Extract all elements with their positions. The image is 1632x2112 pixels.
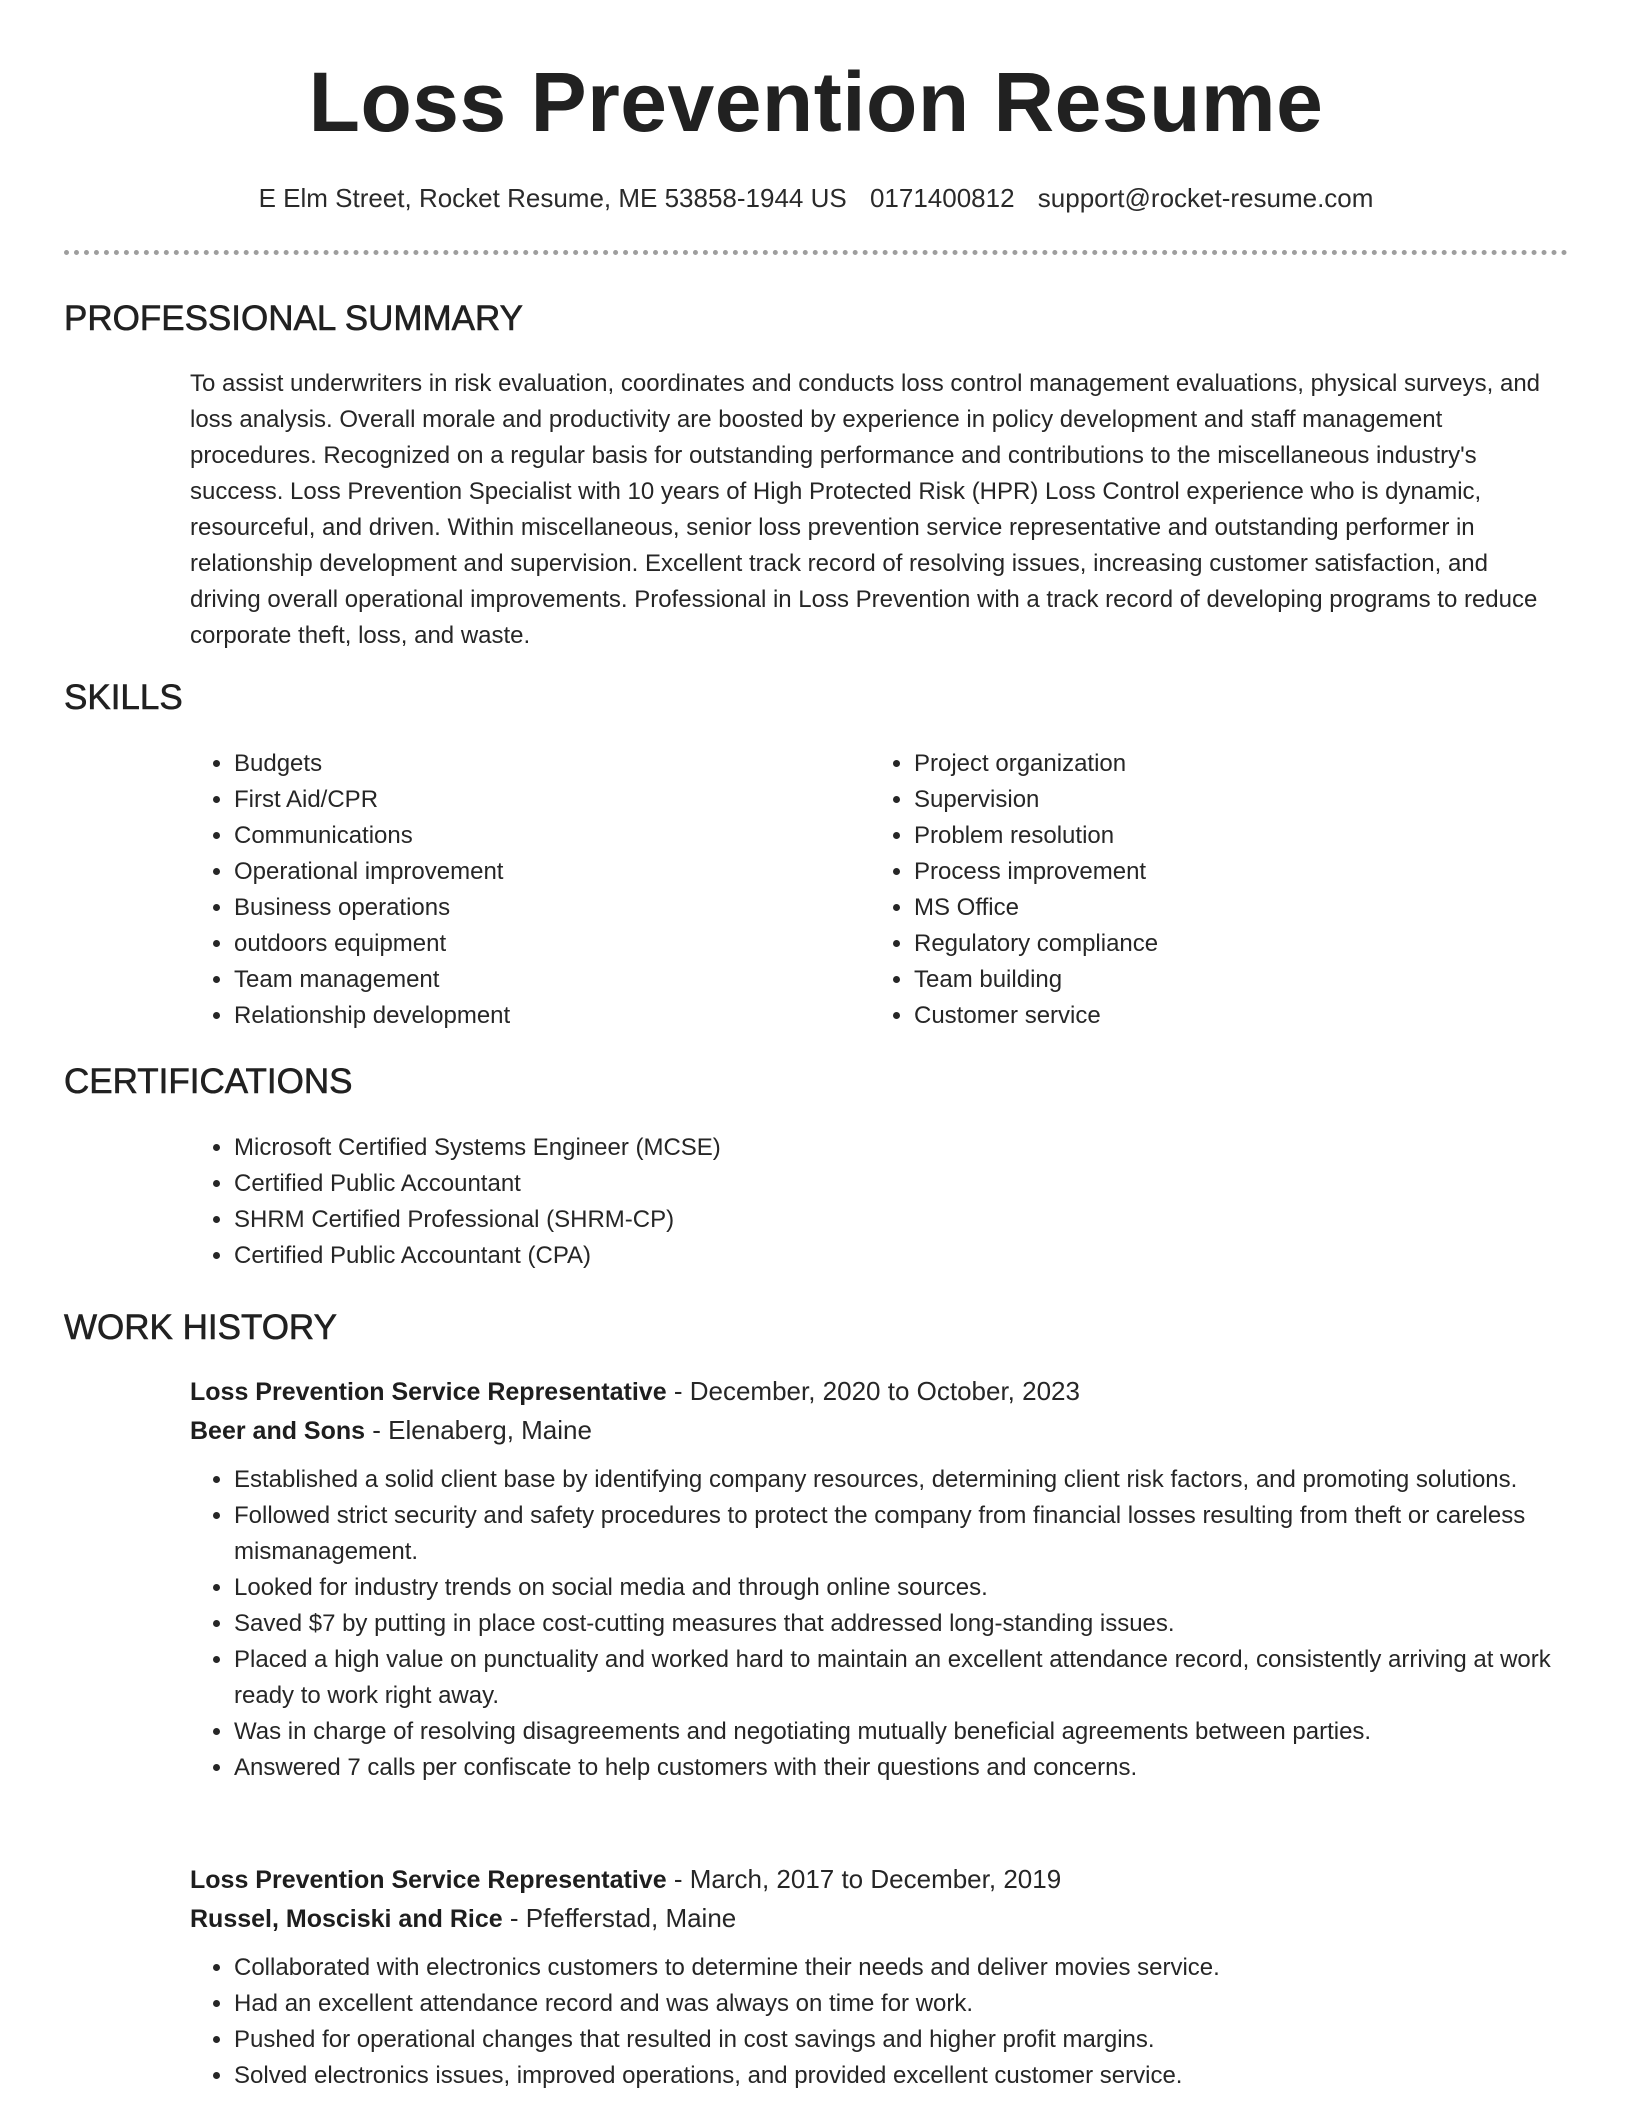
certifications-list (190, 1130, 1434, 1274)
contact-line (0, 182, 1632, 214)
skill-item: • Communications (234, 818, 854, 854)
job-dates: - March, 2017 to December, 2019 (666, 1864, 1062, 1894)
job-bullet: • Saved $7 by putting in place cost-cutting measures that addressed long-standing issues. (234, 1606, 1570, 1642)
job-dates: - December, 2020 to October, 2023 (666, 1376, 1080, 1406)
skill-item: • Relationship development (234, 998, 854, 1034)
summary-heading: PROFESSIONAL SUMMARY (64, 299, 523, 338)
skill-item: • Process improvement (914, 854, 1534, 890)
job-company: Beer and Sons (190, 1417, 366, 1445)
certification-item: • Microsoft Certified Systems Engineer (MCSE) (234, 1130, 1434, 1166)
skill-item: • outdoors equipment (234, 926, 854, 962)
contact-address: E Elm Street, Rocket Resume, ME 53858-1944 US (258, 183, 847, 213)
job-entry (190, 1372, 1570, 1786)
job-location: - Elenaberg, Maine (365, 1415, 592, 1445)
job-bullet: • Looked for industry trends on social media and through online sources. (234, 1570, 1570, 1606)
resume-title: Loss Prevention Resume (308, 55, 1324, 149)
certification-item: • Certified Public Accountant (234, 1166, 1434, 1202)
job-bullet: • Was in charge of resolving disagreements and negotiating mutually beneficial agreements between parties. (234, 1714, 1570, 1750)
skill-item: • Business operations (234, 890, 854, 926)
job-role: Loss Prevention Service Representative (190, 1866, 667, 1894)
job-entry (190, 1860, 1570, 2094)
skills-list-right (870, 746, 1534, 1034)
skill-item: • Team building (914, 962, 1534, 998)
certification-item: • SHRM Certified Professional (SHRM-CP) (234, 1202, 1434, 1238)
skill-item: • First Aid/CPR (234, 782, 854, 818)
skill-item: • MS Office (914, 890, 1534, 926)
skill-item: • Team management (234, 962, 854, 998)
job-bullet: • Placed a high value on punctuality and worked hard to maintain an excellent attendance record, consistently arriving at work ready to work right away. (234, 1642, 1570, 1714)
job-title-line (190, 1372, 1570, 1411)
job-bullet: • Established a solid client base by identifying company resources, determining client risk factors, and promoting solutions. (234, 1462, 1570, 1498)
certifications-heading: CERTIFICATIONS (64, 1062, 353, 1101)
job-bullet: • Answered 7 calls per confiscate to help customers with their questions and concerns. (234, 1750, 1570, 1786)
job-company-line (190, 1411, 1570, 1450)
job-bullets (190, 1462, 1570, 1786)
skill-item: • Customer service (914, 998, 1534, 1034)
skill-item: • Problem resolution (914, 818, 1534, 854)
header-divider (64, 250, 1568, 255)
skills-heading: SKILLS (64, 678, 183, 717)
job-bullet: • Followed strict security and safety procedures to protect the company from financial losses resulting from theft or careless mismanagement. (234, 1498, 1570, 1570)
contact-email: support@rocket-resume.com (1037, 183, 1374, 213)
job-bullet: • Had an excellent attendance record and was always on time for work. (234, 1986, 1570, 2022)
job-role: Loss Prevention Service Representative (190, 1378, 667, 1406)
job-company: Russel, Mosciski and Rice (190, 1905, 503, 1933)
job-company-line (190, 1899, 1570, 1938)
job-bullet: • Solved electronics issues, improved operations, and provided excellent customer service. (234, 2058, 1570, 2094)
skills-list-left (190, 746, 854, 1034)
work-history-heading: WORK HISTORY (64, 1308, 337, 1347)
job-bullet: • Collaborated with electronics customers to determine their needs and deliver movies service. (234, 1950, 1570, 1986)
job-location: - Pfefferstad, Maine (502, 1903, 737, 1933)
skill-item: • Project organization (914, 746, 1534, 782)
certification-item: • Certified Public Accountant (CPA) (234, 1238, 1434, 1274)
contact-phone: 0171400812 (869, 183, 1015, 213)
skill-item: • Regulatory compliance (914, 926, 1534, 962)
job-bullets (190, 1950, 1570, 2094)
job-title-line (190, 1860, 1570, 1899)
job-bullet: • Pushed for operational changes that resulted in cost savings and higher profit margins. (234, 2022, 1570, 2058)
skill-item: • Budgets (234, 746, 854, 782)
summary-text: To assist underwriters in risk evaluation, coordinates and conducts loss control management evaluations, physical surveys, and loss analysis. Overall morale and productivity are boosted by experience in policy development and staff management procedures. Recognized on a regular basis for outstanding performance and contributions to the miscellaneous industry's success. Loss Prevention Specialist with 10 years of High Protected Risk (HPR) Loss Control experience who is dynamic, resourceful, and driven. Within miscellaneous, senior loss prevention service representative and outstanding performer in relationship development and supervision. Excellent track record of resolving issues, increasing customer satisfaction, and driving overall operational improvements. Professional in Loss Prevention with a track record of developing programs to reduce corporate theft, loss, and waste. (190, 370, 1541, 649)
skill-item: • Operational improvement (234, 854, 854, 890)
skill-item: • Supervision (914, 782, 1534, 818)
